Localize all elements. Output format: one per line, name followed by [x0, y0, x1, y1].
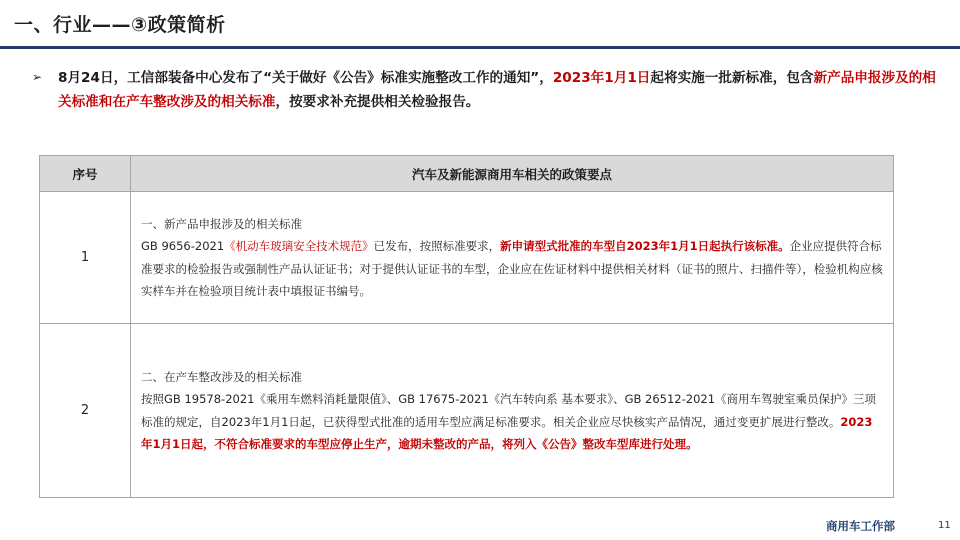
- table-header-row: [40, 156, 894, 192]
- footer-department: 商用车工作部: [826, 519, 895, 533]
- row-body: [141, 235, 883, 303]
- requirement-highlight: 2023年1月1日起，不符合标准要求的车型应停止生产，逾期未整改的产品，将列入《公告》整改车型库进行处理。: [141, 414, 873, 451]
- row-content: [131, 324, 894, 498]
- intro-date-highlight: 2023年1月1日: [552, 70, 651, 86]
- policy-table: [39, 155, 894, 498]
- intro-paragraph: [58, 66, 938, 114]
- column-header-number: 序号: [40, 156, 131, 192]
- table-row: [40, 192, 894, 324]
- intro-text-1: 8月24日，工信部装备中心发布了“关于做好《公告》标准实施整改工作的通知”，: [58, 70, 553, 86]
- intro-standards-highlight: 新产品申报涉及的相关标准和在产车整改涉及的相关标准: [58, 70, 936, 110]
- arrow-bullet-icon: ➢: [32, 70, 43, 84]
- standard-title-highlight: 《机动车玻璃安全技术规范》: [224, 239, 374, 253]
- row-heading: 二、在产车整改涉及的相关标准: [141, 369, 302, 384]
- row-body: [141, 388, 883, 456]
- row-text: 已发布，按照标准要求，: [373, 239, 501, 253]
- page-title: 一、行业——③政策简析: [14, 14, 226, 36]
- page-number: 11: [938, 520, 951, 531]
- intro-text-3: ，按要求补充提供相关检验报告。: [275, 94, 480, 110]
- intro-text-2: 起将实施一批新标准，包含: [650, 70, 814, 86]
- title-underline: [0, 46, 960, 49]
- requirement-highlight: 新申请型式批准的车型自2023年1月1日起执行该标准。: [500, 239, 790, 253]
- column-header-policy: 汽车及新能源商用车相关的政策要点: [131, 156, 894, 192]
- row-number: 2: [40, 324, 131, 498]
- standard-code: GB 9656-2021: [141, 239, 225, 253]
- row-number: 1: [40, 192, 131, 324]
- row-content: [131, 192, 894, 324]
- row-text-detail: 企业应提供符合标准要求的检验报告或强制性产品认证证书；对于提供认证证书的车型，企业应在佐证材料中提供相关材料（证书的照片、扫描件等），检验机构应核实样车并在检验项目统计表中填报证书编号。: [141, 239, 883, 298]
- row-text: 按照GB 19578-2021《乘用车燃料消耗量限值》、GB 17675-2021《汽车转向系 基本要求》、GB 26512-2021《商用车驾驶室乘员保护》三项标准的规定，自2023年1月1日起，已获得型式批准的适用车型应满足标准要求。相关企业应尽快核实产品情况，通过变更扩展进行整改。: [141, 392, 877, 429]
- row-heading: 一、新产品申报涉及的相关标准: [141, 216, 302, 231]
- table-row: [40, 324, 894, 498]
